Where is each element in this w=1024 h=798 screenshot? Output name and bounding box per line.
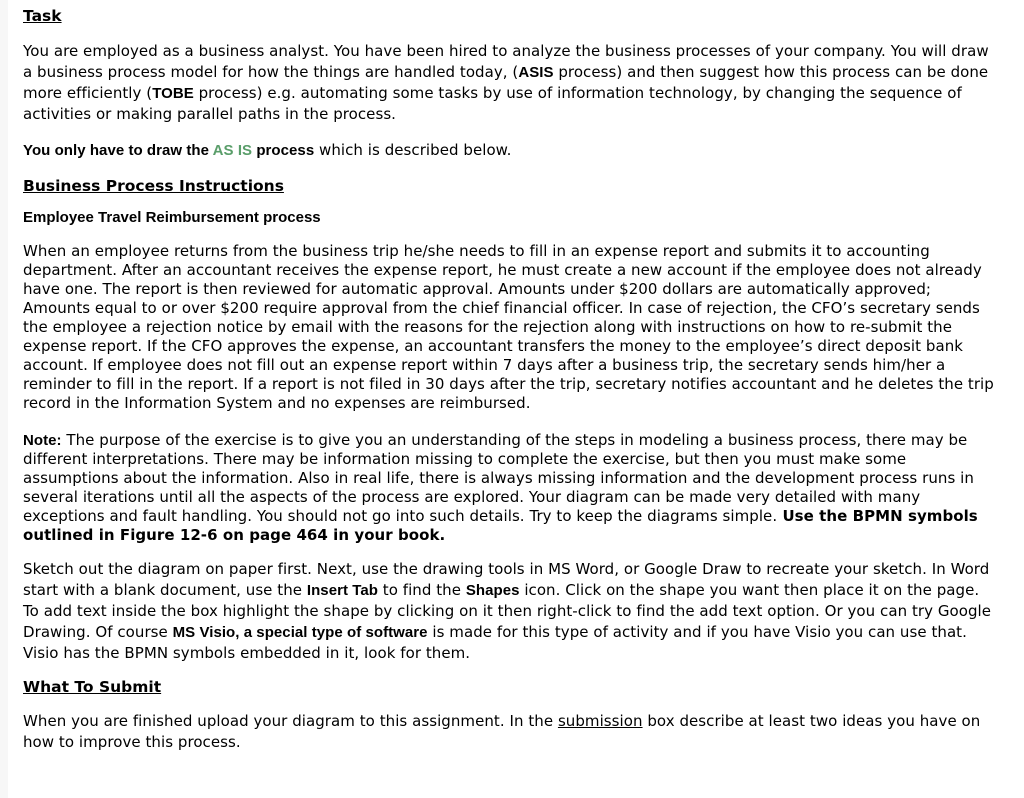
sketch-text-2: to find the [377, 581, 466, 599]
submit-text-1: When you are finished upload your diagram to this assignment. In the [23, 712, 558, 730]
process-subheading: Employee Travel Reimbursement process [23, 209, 321, 226]
note-paragraph [23, 431, 998, 545]
asis-term: ASIS [518, 64, 554, 81]
asis-instruction-lead: You only have to draw the [23, 142, 213, 159]
task-text-2: process) and then suggest how this process can be done more efficiently ( [23, 63, 989, 102]
sketch-paragraph [23, 559, 998, 664]
visio-term: MS Visio, a special type of software [172, 624, 428, 641]
submit-paragraph [23, 711, 998, 753]
task-paragraph [23, 41, 998, 125]
asis-highlight: AS IS [212, 142, 253, 159]
task-text-1: You are employed as a business analyst. You have been hired to analyze the business processes of your company. You will draw a business process model for how the things are handled today, ( [23, 42, 989, 81]
note-emphasis: Use the BPMN symbols outlined in Figure 12-6 on page 464 in your book. [23, 507, 978, 544]
document-page [8, 0, 1024, 798]
sketch-text-3: icon. Click on the shape you want then place it on the page. To add text inside the box highlight the shape by clicking on it then right-click to find the add text option. Or you can try Google Drawing. Of course [23, 581, 992, 641]
asis-instruction-process: process [252, 142, 315, 159]
submission-link[interactable]: submission [557, 712, 643, 730]
note-label: Note: [23, 432, 62, 449]
submit-text-2: box describe at least two ideas you have on how to improve this process. [23, 712, 981, 751]
asis-instruction [23, 140, 998, 161]
insert-tab-term: Insert Tab [306, 582, 378, 599]
document-content [23, 5, 998, 753]
process-description: When an employee returns from the business trip he/she needs to fill in an expense report and submits it to accounting department. After an accountant receives the expense report, he must create a new account if the employee does not already have one. The report is then reviewed for automatic approval. Amounts under $200 dollars are automatically approved; Amounts equal to or over $200 require approval from the chief financial officer. In case of rejection, the CFO’s secretary sends the employee a rejection notice by email with the reasons for the rejection along with instructions on how to re-submit the expense report. If the CFO approves the expense, an accountant transfers the money to the employee’s direct deposit bank account. If employee does not fill out an expense report within 7 days after a business trip, the secretary sends him/her a reminder to fill in the report. If a report is not filed in 30 days after the trip, secretary notifies accountant and he deletes the trip record in the Information System and no expenses are reimbursed. [23, 242, 994, 412]
sketch-text-1: Sketch out the diagram on paper first. Next, use the drawing tools in MS Word, or Google Draw to recreate your sketch. In Word start with a blank document, use the [23, 560, 990, 599]
sketch-text-4: is made for this type of activity and if you have Visio you can use that. Visio has the BPMN symbols embedded in it, look for them. [23, 623, 967, 662]
shapes-term: Shapes [465, 582, 520, 599]
task-text-3: process) e.g. automating some tasks by use of information technology, by changing the sequence of activities or making parallel paths in the process. [23, 84, 962, 123]
tobe-term: TOBE [152, 85, 194, 102]
submit-heading: What To Submit [23, 678, 162, 696]
instructions-heading: Business Process Instructions [23, 177, 284, 195]
asis-instruction-tail: which is described below. [314, 141, 512, 159]
note-body: The purpose of the exercise is to give you an understanding of the steps in modeling a business process, there may be different interpretations. There may be information missing to complete the exercise, but then you must make some assumptions about the information. Also in real life, there is always missing information and the development process runs in several iterations until all the aspects of the process are explored. Your diagram can be made very detailed with many exceptions and fault handling. You should not go into such details. Try to keep the diagrams simple. [23, 431, 974, 525]
task-heading: Task [23, 7, 62, 25]
